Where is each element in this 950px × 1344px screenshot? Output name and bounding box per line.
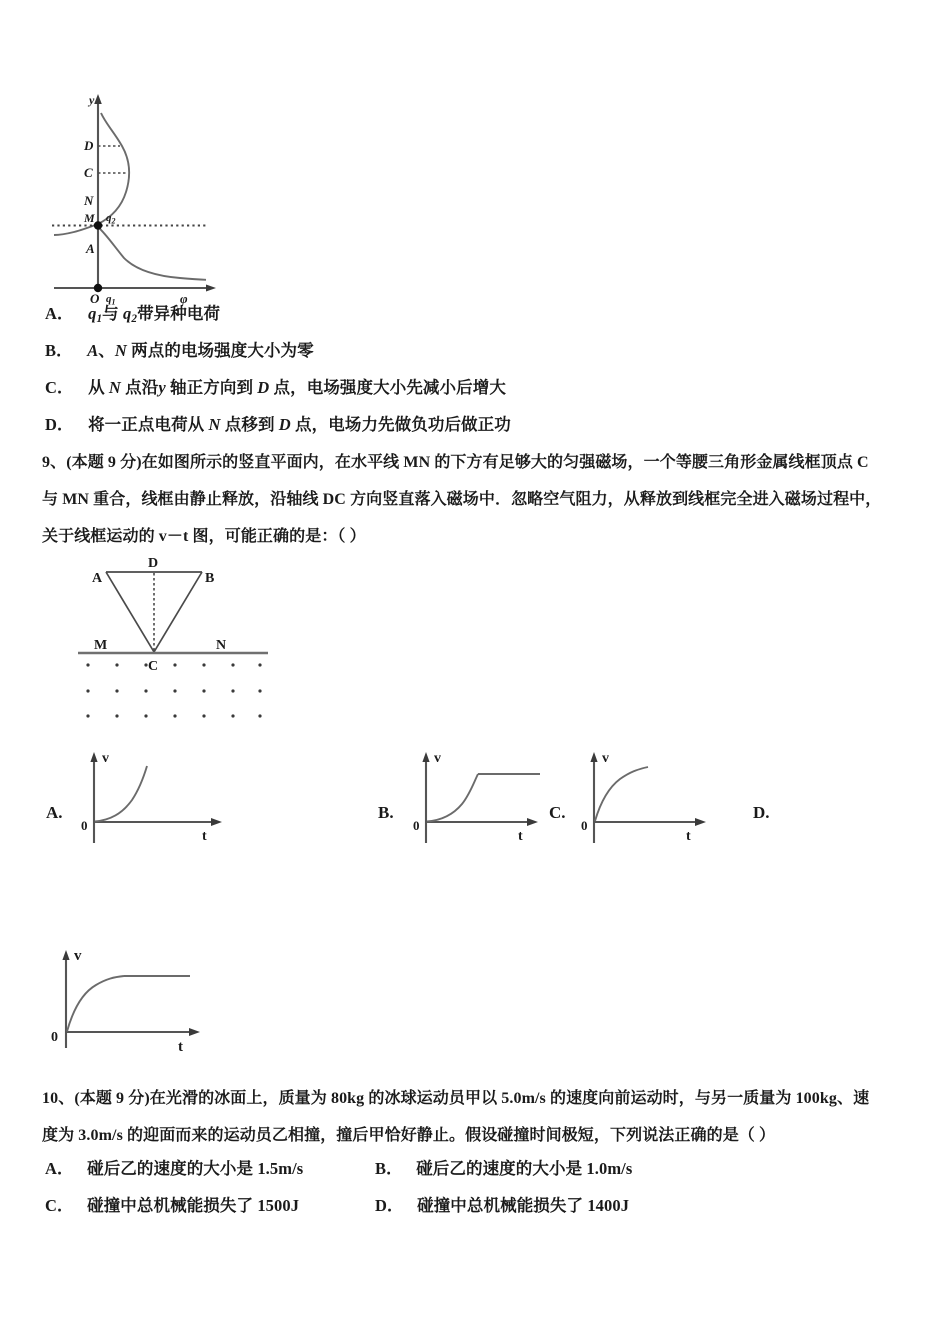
q9-stem-line-2: 与 MN 重合，线框由静止释放，沿轴线 DC 方向竖直落入磁场中．忽略空气阻力，从释放到线框完全进入磁场过程中， bbox=[42, 491, 882, 508]
q9-stem-line-1 bbox=[42, 455, 869, 471]
graph-a-x-label: t bbox=[202, 829, 207, 844]
graph-option-d-letter: D. bbox=[753, 803, 770, 822]
q10-option-c-text: 碰撞中总机械能损失了 1500J bbox=[87, 1196, 300, 1215]
q8-option-a: A． $q_1$与 $q_2$带异种电荷 bbox=[45, 304, 221, 325]
graph-c-origin-label: 0 bbox=[581, 818, 588, 833]
graph-a-y-label: v bbox=[102, 751, 109, 766]
y-axis-label: y bbox=[89, 93, 95, 107]
line-label-m: M bbox=[94, 638, 108, 653]
origin-label: O bbox=[90, 291, 100, 306]
q10-option-b bbox=[375, 1161, 632, 1178]
vertex-label-a: A bbox=[92, 571, 103, 586]
vertex-label-b: B bbox=[205, 571, 215, 586]
point-label-m: M bbox=[84, 211, 95, 225]
vertex-label-c: C bbox=[148, 659, 159, 674]
q10-option-d-text: 碰撞中总机械能损失了 1400J bbox=[417, 1196, 630, 1215]
graph-option-c bbox=[580, 748, 740, 843]
graph-d-y-label: v bbox=[74, 948, 82, 964]
q10-option-d bbox=[375, 1198, 629, 1215]
graph-c-x-label: t bbox=[686, 829, 691, 844]
graph-c-y-label: v bbox=[602, 751, 609, 766]
q10-number: 10、 bbox=[42, 1090, 75, 1107]
q9-stem-line-3: 关于线框运动的 v－t 图，可能正确的是：（ ） bbox=[42, 528, 366, 545]
graph-option-a-letter: A. bbox=[46, 803, 63, 822]
q8-option-c-letter: C． bbox=[45, 378, 74, 397]
q10-stem-line-2: 度为 3.0m/s 的迎面而来的运动员乙相撞，撞后甲恰好静止。假设碰撞时间极短，下列说法正确的是（ ） bbox=[42, 1127, 776, 1144]
point-label-d: D bbox=[84, 138, 94, 153]
q10-stem-text-1: 在光滑的冰面上，质量为 80kg 的冰球运动员甲以 5.0m/s 的速度向前运动时，与另一质量为 100kg、速 bbox=[149, 1090, 870, 1107]
graph-option-b bbox=[412, 748, 572, 843]
graph-option-d bbox=[40, 940, 240, 1055]
q9-number: 9、 bbox=[42, 454, 67, 471]
graph-b-x-label: t bbox=[518, 829, 523, 844]
q8-option-b-letter: B． bbox=[45, 341, 73, 360]
q10-option-c-letter: C． bbox=[45, 1196, 74, 1215]
q10-option-b-letter: B． bbox=[375, 1159, 403, 1178]
point-label-a: A bbox=[86, 241, 95, 256]
graph-a-origin-label: 0 bbox=[81, 818, 88, 833]
q8-option-a-letter: A． bbox=[45, 304, 74, 323]
q8-option-d-letter: D． bbox=[45, 415, 74, 434]
q10-option-b-text: 碰后乙的速度的大小是 1.0m/s bbox=[416, 1159, 633, 1178]
q8-option-c: C． 从 N 点沿y 轴正方向到 D 点，电场强度大小先减小后增大 bbox=[45, 378, 506, 397]
q8-option-d: D． 将一正点电荷从 N 点移到 D 点，电场力先做负功后做正功 bbox=[45, 415, 511, 434]
charge-label-q1: $q_1$ bbox=[106, 293, 116, 307]
q8-option-b: B． A、N 两点的电场强度大小为零 bbox=[45, 341, 314, 360]
graph-option-b-letter: B. bbox=[378, 803, 394, 822]
q10-option-a bbox=[45, 1161, 303, 1178]
line-label-n: N bbox=[216, 638, 227, 653]
graph-option-c-letter: C. bbox=[549, 803, 566, 822]
q10-stem-line-1 bbox=[42, 1091, 869, 1107]
triangle-loop-magnetic-field-figure bbox=[70, 552, 280, 732]
graph-d-origin-label: 0 bbox=[51, 1030, 58, 1045]
charge-label-q2: $q_2$ bbox=[106, 212, 116, 226]
q9-stem-text-1: 在如图所示的竖直平面内，在水平线 MN 的下方有足够大的匀强磁场，一个等腰三角形金属线框顶点 C bbox=[141, 454, 869, 471]
point-label-c: C bbox=[84, 165, 93, 180]
graph-b-y-label: v bbox=[434, 751, 441, 766]
potential-vs-y-figure bbox=[40, 88, 220, 307]
phi-axis-label: φ bbox=[180, 291, 188, 306]
q10-option-a-letter: A． bbox=[45, 1159, 74, 1178]
q9-score-tag: (本题 9 分) bbox=[66, 454, 142, 471]
q10-score-tag: (本题 9 分) bbox=[74, 1090, 150, 1107]
graph-option-a bbox=[80, 748, 240, 843]
graph-d-x-label: t bbox=[178, 1039, 183, 1055]
vertex-label-d: D bbox=[148, 556, 159, 571]
q10-option-a-text: 碰后乙的速度的大小是 1.5m/s bbox=[87, 1159, 304, 1178]
q10-option-d-letter: D． bbox=[375, 1196, 404, 1215]
q10-option-c bbox=[45, 1198, 299, 1215]
point-label-n: N bbox=[84, 193, 94, 208]
graph-b-origin-label: 0 bbox=[413, 818, 420, 833]
